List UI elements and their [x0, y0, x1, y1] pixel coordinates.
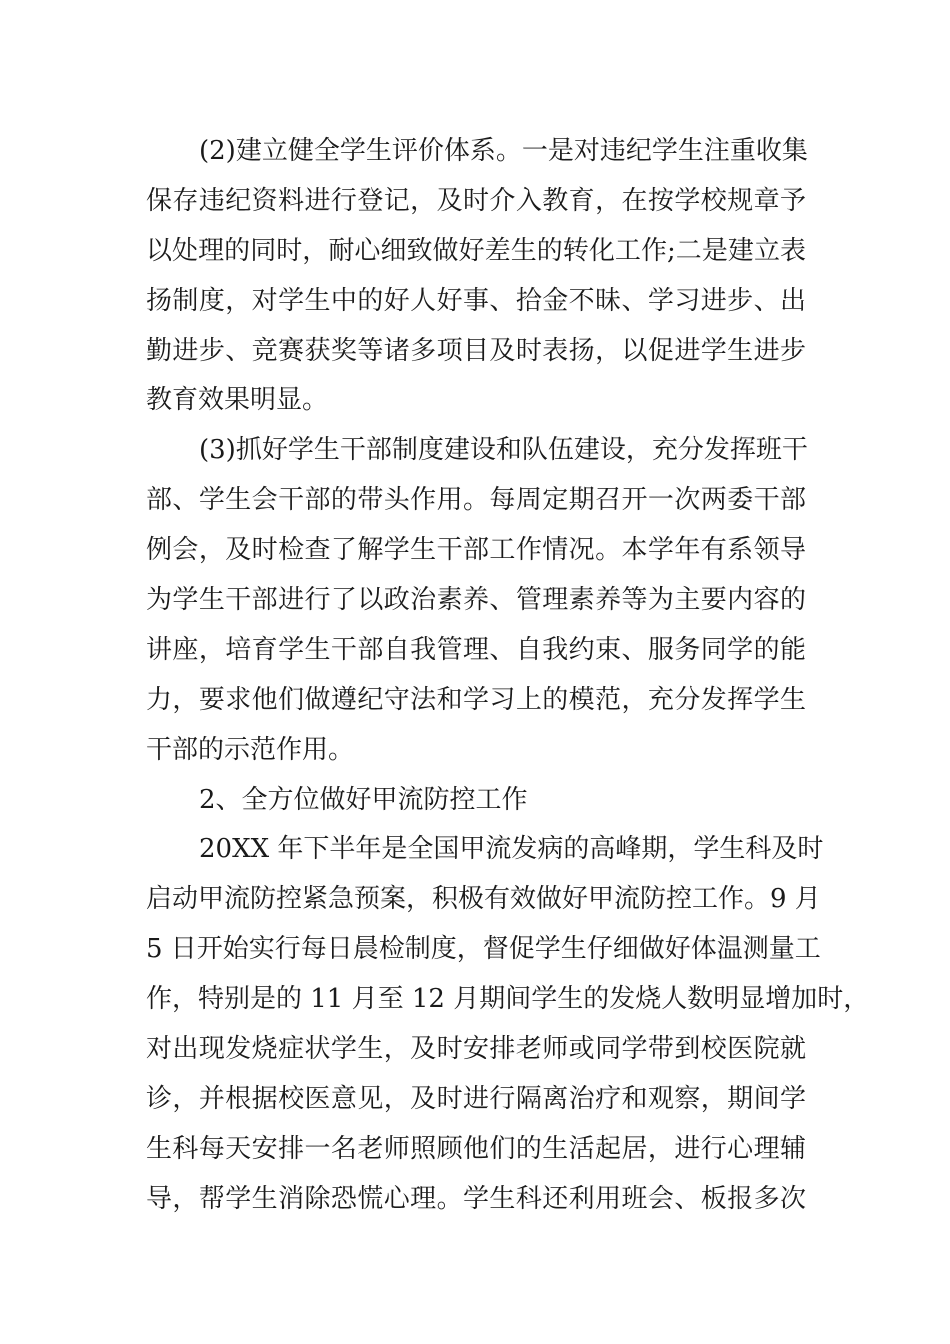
paragraph-line: (3)抓好学生干部制度建设和队伍建设，充分发挥班干: [199, 435, 808, 466]
paragraph-line: (2)建立健全学生评价体系。一是对违纪学生注重收集: [199, 136, 808, 166]
paragraph-line: 导，帮学生消除恐慌心理。学生科还利用班会、板报多次: [146, 1183, 806, 1214]
paragraph-line: 对出现发烧症状学生，及时安排老师或同学带到校医院就: [146, 1034, 806, 1065]
paragraph-line: 为学生干部进行了以政治素养、管理素养等为主要内容的: [146, 585, 806, 616]
paragraph-line: 讲座，培育学生干部自我管理、自我约束、服务同学的能: [146, 634, 806, 665]
paragraph-line: 力，要求他们做遵纪守法和学习上的模范，充分发挥学生: [146, 684, 806, 715]
paragraph-line: 以处理的同时，耐心细致做好差生的转化工作;二是建立表: [146, 235, 806, 266]
document-body: [146, 127, 870, 1225]
paragraph-line: 例会，及时检查了解学生干部工作情况。本学年有系领导: [146, 535, 806, 566]
section-heading: 2、全方位做好甲流防控工作: [199, 784, 528, 815]
paragraph-line: 干部的示范作用。: [146, 734, 355, 765]
paragraph-line: 20XX 年下半年是全国甲流发病的高峰期，学生科及时: [199, 834, 824, 865]
paragraph-line: 生科每天安排一名老师照顾他们的生活起居，进行心理辅: [146, 1133, 806, 1164]
paragraph-line: 5 日开始实行每日晨检制度，督促学生仔细做好体温测量工: [146, 934, 821, 965]
paragraph-line: 部、学生会干部的带头作用。每周定期召开一次两委干部: [146, 485, 806, 516]
paragraph-line: 保存违纪资料进行登记，及时介入教育，在按学校规章予: [146, 185, 806, 216]
paragraph-line: 启动甲流防控紧急预案，积极有效做好甲流防控工作。9 月: [146, 884, 821, 915]
paragraph-line: 教育效果明显。: [146, 385, 329, 416]
paragraph-line: 扬制度，对学生中的好人好事、拾金不昧、学习进步、出: [146, 285, 806, 316]
paragraph-line: 勤进步、竞赛获奖等诸多项目及时表扬，以促进学生进步: [146, 335, 806, 366]
paragraph-line: 诊，并根据校医意见，及时进行隔离治疗和观察，期间学: [146, 1083, 806, 1114]
paragraph-line: 作，特别是的 11 月至 12 月期间学生的发烧人数明显增加时，: [146, 984, 870, 1015]
